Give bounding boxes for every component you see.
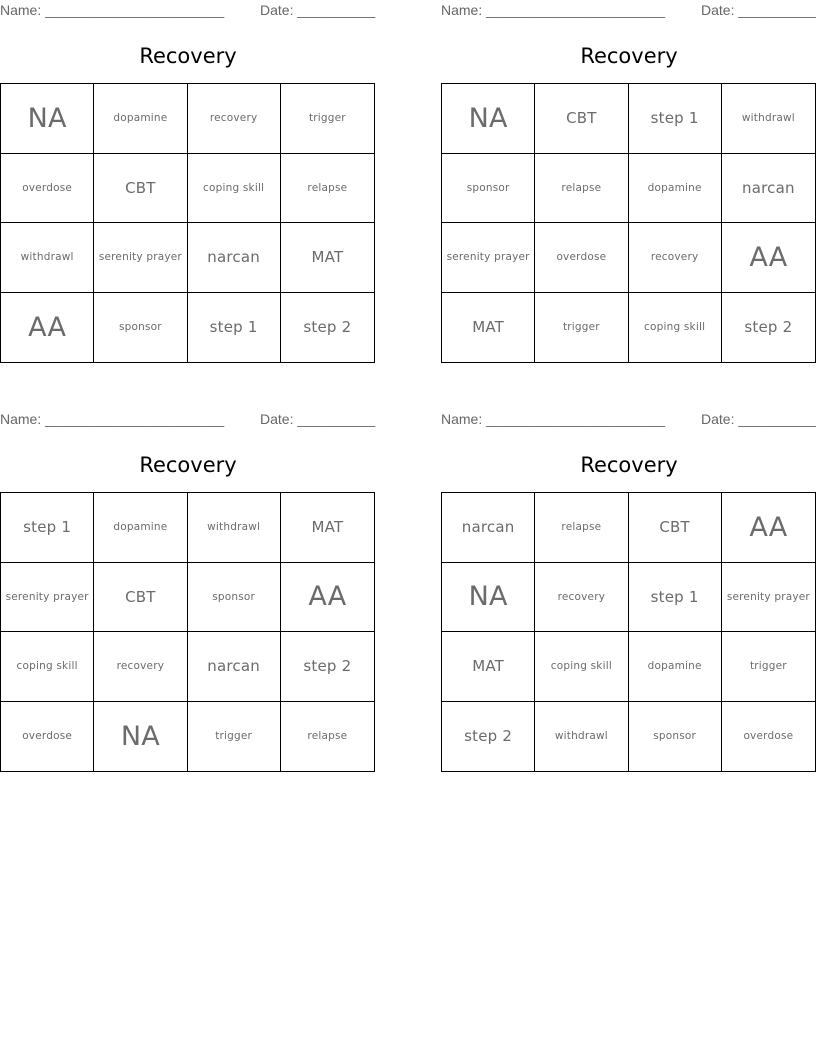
bingo-cell: AA bbox=[281, 563, 374, 633]
bingo-cell: relapse bbox=[535, 154, 628, 224]
bingo-cell: step 1 bbox=[1, 493, 94, 563]
bingo-cell: relapse bbox=[535, 493, 628, 563]
bingo-cell: trigger bbox=[281, 84, 374, 154]
meta-row bbox=[441, 0, 816, 20]
card-title: Recovery bbox=[580, 453, 678, 477]
meta-row bbox=[0, 409, 376, 429]
bingo-cell: narcan bbox=[722, 154, 815, 224]
bingo-cell: overdose bbox=[1, 702, 94, 772]
bingo-cell: MAT bbox=[281, 493, 374, 563]
meta-row bbox=[0, 0, 376, 20]
bingo-cell: coping skill bbox=[1, 632, 94, 702]
bingo-cell: NA bbox=[94, 702, 187, 772]
bingo-cell: sponsor bbox=[188, 563, 281, 633]
name-field-label: Name: _______________________ bbox=[0, 411, 225, 427]
bingo-cell: relapse bbox=[307, 730, 348, 743]
bingo-cell: sponsor bbox=[629, 702, 722, 772]
bingo-cell: coping skill bbox=[629, 293, 722, 363]
bingo-cell: serenity prayer bbox=[722, 563, 815, 633]
bingo-cell: recovery bbox=[629, 223, 722, 293]
bingo-cell: NA bbox=[442, 84, 535, 154]
bingo-cell: relapse bbox=[281, 154, 374, 224]
bingo-cell: dopamine bbox=[94, 493, 187, 563]
bingo-cell: step 1 bbox=[629, 84, 722, 154]
date-field-label: Date: __________ bbox=[260, 411, 376, 427]
bingo-cell: overdose bbox=[743, 730, 794, 743]
bingo-cell: recovery bbox=[535, 563, 628, 633]
bingo-cell: overdose bbox=[535, 223, 628, 293]
bingo-cell: MAT bbox=[281, 223, 374, 293]
meta-row bbox=[441, 409, 816, 429]
bingo-card-3 bbox=[0, 409, 376, 775]
bingo-cell: coping skill bbox=[535, 632, 628, 702]
bingo-cell: step 2 bbox=[281, 632, 374, 702]
bingo-cell: withdrawl bbox=[722, 84, 815, 154]
bingo-cell: sponsor bbox=[442, 154, 535, 224]
bingo-cell: CBT bbox=[94, 154, 187, 224]
date-field-label: Date: __________ bbox=[701, 411, 816, 427]
bingo-cell: step 2 bbox=[442, 702, 535, 772]
bingo-cell: dopamine bbox=[94, 84, 187, 154]
card-title: Recovery bbox=[139, 44, 237, 68]
bingo-cell: MAT bbox=[442, 293, 535, 363]
name-field-label: Name: _______________________ bbox=[441, 411, 666, 427]
date-field-label: Date: __________ bbox=[701, 2, 816, 18]
bingo-grid bbox=[0, 492, 375, 772]
bingo-cell: dopamine bbox=[629, 632, 722, 702]
name-field-label: Name: _______________________ bbox=[0, 2, 225, 18]
bingo-cell: AA bbox=[722, 493, 815, 563]
bingo-cell: CBT bbox=[94, 563, 187, 633]
bingo-card-4 bbox=[441, 409, 816, 775]
card-title: Recovery bbox=[580, 44, 678, 68]
card-title: Recovery bbox=[139, 453, 237, 477]
bingo-cell: CBT bbox=[535, 84, 628, 154]
bingo-cell: step 2 bbox=[303, 318, 352, 337]
bingo-cell: serenity prayer bbox=[94, 223, 187, 293]
bingo-cell: narcan bbox=[188, 632, 281, 702]
bingo-cell: trigger bbox=[535, 293, 628, 363]
bingo-cell: step 1 bbox=[188, 293, 281, 363]
bingo-grid bbox=[441, 492, 816, 772]
bingo-cell: withdrawl bbox=[188, 493, 281, 563]
name-field-label: Name: _______________________ bbox=[441, 2, 666, 18]
bingo-cell: withdrawl bbox=[1, 223, 94, 293]
bingo-cell: recovery bbox=[188, 84, 281, 154]
bingo-cell: withdrawl bbox=[535, 702, 628, 772]
bingo-grid bbox=[441, 83, 816, 363]
bingo-cell: overdose bbox=[1, 154, 94, 224]
bingo-cell: dopamine bbox=[629, 154, 722, 224]
bingo-cell: NA bbox=[442, 563, 535, 633]
bingo-cell: sponsor bbox=[94, 293, 187, 363]
bingo-cell: CBT bbox=[629, 493, 722, 563]
bingo-cell: recovery bbox=[94, 632, 187, 702]
bingo-cell: AA bbox=[722, 223, 815, 293]
bingo-cell: serenity prayer bbox=[442, 223, 535, 293]
bingo-cell: AA bbox=[1, 293, 94, 363]
bingo-grid bbox=[0, 83, 375, 363]
bingo-cell: trigger bbox=[188, 702, 281, 772]
bingo-cell: narcan bbox=[188, 223, 281, 293]
bingo-cell: step 1 bbox=[629, 563, 722, 633]
bingo-cell: coping skill bbox=[188, 154, 281, 224]
date-field-label: Date: __________ bbox=[260, 2, 376, 18]
bingo-cell: trigger bbox=[722, 632, 815, 702]
bingo-cell: step 2 bbox=[744, 318, 793, 337]
bingo-cell: NA bbox=[1, 84, 94, 154]
bingo-cell: serenity prayer bbox=[1, 563, 94, 633]
bingo-card-1 bbox=[0, 0, 376, 366]
bingo-cell: MAT bbox=[442, 632, 535, 702]
bingo-card-2 bbox=[441, 0, 816, 366]
bingo-cell: narcan bbox=[442, 493, 535, 563]
